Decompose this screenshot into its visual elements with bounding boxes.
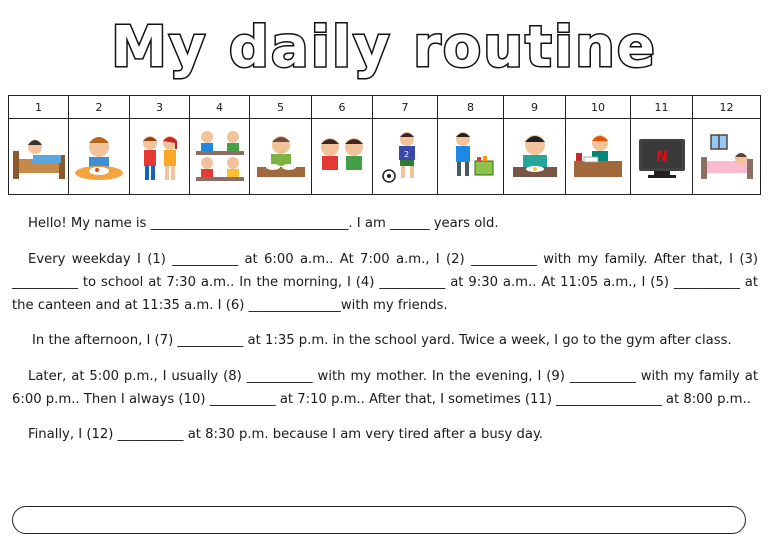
afternoon-paragraph: In the afternoon, I (7) __________ at 1:35 p.m. in the school yard. Twice a week, I go to the gym after class. [32, 333, 732, 348]
intro-paragraph: Hello! My name is ______________________________. I am ______ years old. [28, 216, 499, 231]
column-number: 4 [190, 96, 250, 119]
picture-table [8, 95, 761, 195]
eating-lunch-picture [253, 129, 309, 185]
picture-cell-4 [190, 119, 250, 195]
picture-cell-1 [9, 119, 69, 195]
column-number: 11 [631, 96, 693, 119]
column-number: 9 [504, 96, 566, 119]
picture-cell-2 [69, 119, 130, 195]
picture-cell-5 [250, 119, 312, 195]
column-number: 10 [566, 96, 631, 119]
picture-cell-8 [438, 119, 504, 195]
doing-homework-picture [570, 129, 626, 185]
column-number: 7 [373, 96, 438, 119]
column-number: 1 [9, 96, 69, 119]
picture-cell-9 [504, 119, 566, 195]
column-number: 12 [693, 96, 761, 119]
classroom-picture [192, 128, 248, 186]
column-number: 3 [130, 96, 190, 119]
morning-paragraph: Every weekday I (1) __________ at 6:00 a.m.. At 7:00 a.m., I (2) __________ with my family. After that, I (3) __________ to school at 7:30 a.m.. In the morning, I (4) __________ at 9:30 a.m.. At 11:05 a.m., I (5) __________ at the canteen and at 11:35 a.m. I (6) ______________with my friends. [12, 252, 758, 313]
going-to-bed-picture [697, 129, 757, 185]
worksheet-text [12, 212, 758, 446]
svg-text:2: 2 [404, 149, 410, 159]
picture-cell-7 [373, 119, 438, 195]
picture-cell-11 [631, 119, 693, 195]
picture-cell-3 [130, 119, 190, 195]
column-number: 8 [438, 96, 504, 119]
shopping-picture [443, 129, 499, 185]
column-number: 5 [250, 96, 312, 119]
title-banner [0, 0, 768, 92]
column-number: 6 [312, 96, 373, 119]
picture-cell-12 [693, 119, 761, 195]
tv-logo-text: N [655, 148, 668, 165]
watching-tv-picture [634, 129, 690, 185]
page-title: My daily routine [111, 15, 657, 80]
column-number: 2 [69, 96, 130, 119]
answer-box[interactable] [12, 506, 746, 534]
evening-paragraph: Later, at 5:00 p.m., I usually (8) __________ with my mother. In the evening, I (9) __________ with my family at 6:00 p.m.. Then I always (10) __________ at 7:10 p.m.. After that, I sometimes (11) ________________ at 8:00 p.m.. [12, 369, 758, 407]
picture-cell-6 [312, 119, 373, 195]
eating-breakfast-picture [71, 129, 127, 185]
waking-up-picture [11, 129, 67, 185]
picture-cell-10 [566, 119, 631, 195]
playing-football-picture [377, 129, 433, 185]
eating-dinner-picture [507, 129, 563, 185]
closing-paragraph: Finally, I (12) __________ at 8:30 p.m. because I am very tired after a busy day. [28, 427, 544, 442]
going-to-school-picture [132, 129, 188, 185]
talking-friends-picture [314, 129, 370, 185]
